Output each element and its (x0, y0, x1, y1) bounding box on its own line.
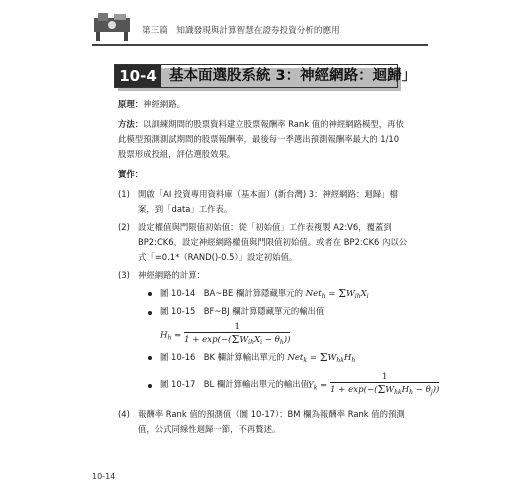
principle-text: 神經網路。 (143, 99, 185, 109)
step-4-line-2: 值，公式同線性迴歸一節，不再贅述。 (138, 424, 281, 434)
step-2-line-3: 式「=0.1*（RAND()-0.5）」設定初始值。 (138, 252, 298, 262)
bullet-4-text: 圖 10-17 BL 欄計算輸出單元的輸出值 (160, 379, 309, 389)
step-2-line-2: BP2:CK6，設定神經網路權值與門限值初始值。或者在 BP2:CK6 內以公 (138, 237, 408, 247)
header-divider (92, 44, 428, 46)
step-4-number: (4) (118, 409, 130, 419)
page-number: 10-14 (92, 472, 116, 481)
step-1-number: (1) (118, 189, 130, 199)
bullet-3-formula: $Net_k = \Sigma W_{hk}H_h$ (287, 351, 356, 364)
principle-paragraph (118, 98, 185, 111)
bullet-1-formula: $Net_h = \Sigma W_{ih}X_i$ (305, 287, 369, 300)
bullet-1-text: 圖 10-14 BA~BE 欄計算隱藏單元的 (160, 288, 303, 298)
bullet-2-formula: $H_h$ = $\frac{1}{1 + \exp(-(\Sigma W_{ih}X_i - \theta_h))}$ (160, 322, 291, 346)
method-paragraph (118, 118, 404, 131)
step-2-number: (2) (118, 222, 130, 232)
header-title: 第三篇 知識發現與計算智慧在證券投資分析的應用 (142, 26, 340, 36)
method-line-1: 以訓練期間的股票資料建立股票報酬率 Rank 值的神經網路模型，再依 (143, 119, 404, 129)
bullet-dot (148, 311, 152, 315)
bullet-dot (148, 356, 152, 360)
method-line-2: 此模型預測測試期間的股票報酬率，最後每一季選出預測報酬率最大的 1/10 (118, 134, 400, 144)
bullet-1 (160, 286, 369, 303)
step-3-number: (3) (118, 270, 130, 280)
step-1-line-2: 案，到「data」工作表。 (138, 204, 233, 214)
method-label: 方法： (118, 119, 144, 129)
section-number: 10-4 (115, 65, 161, 87)
bullet-2-text: 圖 10-15 BF~BJ 欄計算隱藏單元的輸出值 (160, 306, 325, 316)
step-4-line-1: 報酬率 Rank 值的預測值（圖 10-17）：BM 欄為報酬率 Rank 值的預測 (138, 409, 405, 419)
bullet-dot (148, 292, 152, 296)
method-line-3: 股票形成投組，評估選股效果。 (118, 149, 236, 159)
bullet-3-text: 圖 10-16 BK 欄計算輸出單元的 (160, 352, 285, 362)
bullet-3 (160, 350, 355, 367)
bullet-dot (148, 384, 152, 388)
step-2-line-1: 設定權值與門限值初始值：從「初始值」工作表複製 A2:V6，覆蓋到 (138, 222, 392, 232)
section-title: 基本面選股系統 3：神經網路：迴歸」 (169, 68, 417, 84)
header-illustration (92, 10, 132, 42)
bullet-4-formula: $Y_k$ = $\frac{1}{1 + \exp(-(\Sigma W_{hk}H_h - \theta_j))}$ (308, 372, 440, 396)
section-heading (114, 64, 417, 88)
practice-label: 實作： (118, 169, 144, 179)
step-3-line-1: 神經網路的計算： (138, 270, 205, 280)
step-1-line-1: 開啟「AI 投資專用資料庫（基本面）(新台灣) 3：神經網路：迴歸」檔 (138, 189, 398, 199)
principle-label: 原理： (118, 99, 144, 109)
